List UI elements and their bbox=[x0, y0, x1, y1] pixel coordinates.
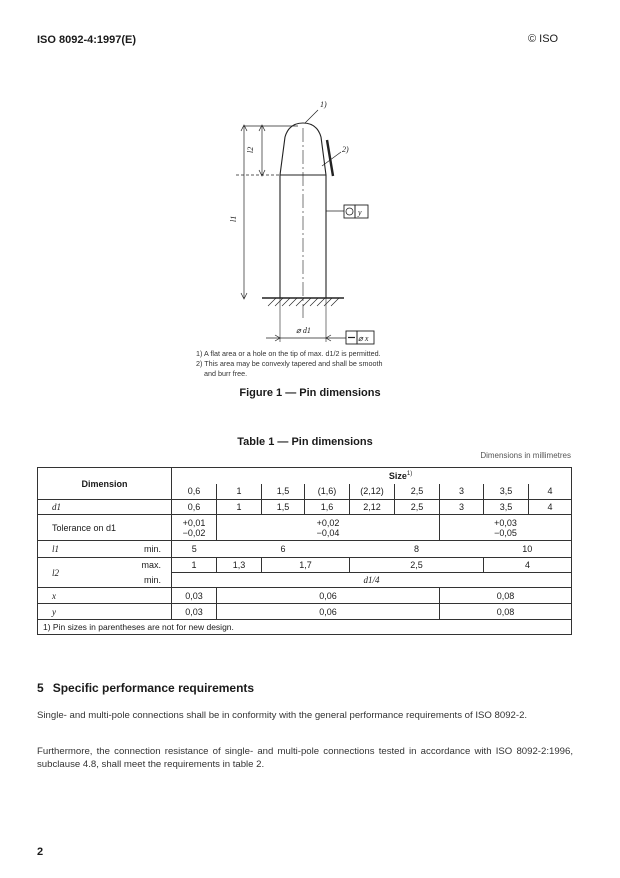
x-label: x bbox=[38, 588, 172, 604]
l2-min-qualifier: min. bbox=[135, 573, 172, 588]
tolerance-lower: −0,02 bbox=[182, 527, 206, 538]
callout1-leader bbox=[305, 110, 318, 123]
callout2-label: 2) bbox=[342, 145, 349, 154]
header-dimension: Dimension bbox=[38, 468, 172, 500]
size-cell: 3,5 bbox=[484, 484, 529, 500]
d1-cell: 1,6 bbox=[305, 500, 350, 515]
body-paragraph: Furthermore, the connection resistance of single- and multi-pole connections tested in accordance with ISO 8092-2:1996, subclause 4.8, shall meet the requirements in table 2. bbox=[37, 746, 573, 770]
d1-label: d1 bbox=[38, 500, 172, 515]
figure-note: 2) This area may be convexly tapered and shall be smooth bbox=[196, 359, 383, 368]
diameter-label: ⌀ d1 bbox=[296, 326, 311, 335]
tapered-area-marker bbox=[327, 140, 333, 176]
d1-cell: 1,5 bbox=[262, 500, 305, 515]
d1-row bbox=[38, 500, 572, 515]
figure-caption: Figure 1 — Pin dimensions bbox=[239, 387, 381, 399]
figure-note: and burr free. bbox=[204, 369, 248, 378]
l1-cell: 10 bbox=[484, 541, 572, 558]
tolerance-lower: −0,04 bbox=[316, 527, 340, 538]
tolerance-cell bbox=[217, 515, 440, 541]
size-cell: 2,5 bbox=[395, 484, 440, 500]
l2-max-cell: 1,3 bbox=[217, 558, 262, 573]
tolerance-cell bbox=[172, 515, 217, 541]
l2-label: l2 bbox=[246, 146, 255, 153]
tolerance-y-label: y bbox=[358, 208, 362, 217]
units-note: Dimensions in millimetres bbox=[480, 451, 571, 460]
callout1-label: 1) bbox=[320, 100, 327, 109]
document-id: ISO 8092-4:1997(E) bbox=[37, 34, 137, 46]
y-cell: 0,08 bbox=[440, 604, 572, 620]
size-cell: 4 bbox=[529, 484, 572, 500]
section-number: 5 bbox=[37, 681, 44, 695]
size-cell: 0,6 bbox=[172, 484, 217, 500]
y-cell: 0,03 bbox=[185, 606, 203, 617]
l1-label: l1 bbox=[38, 541, 135, 558]
d1-cell: 2,12 bbox=[350, 500, 395, 515]
tolerance-label: Tolerance on d1 bbox=[38, 515, 172, 541]
size-cell: 1,5 bbox=[262, 484, 305, 500]
l2-max-cell: 2,5 bbox=[350, 558, 484, 573]
figure-note: 1) A flat area or a hole on the tip of max. d1/2 is permitted. bbox=[196, 349, 381, 358]
l2-max-qualifier: max. bbox=[135, 558, 172, 573]
d1-cell: 3,5 bbox=[484, 500, 529, 515]
x-cell: 0,08 bbox=[440, 588, 572, 604]
d1-cell: 3 bbox=[440, 500, 484, 515]
pin-dimension-drawing bbox=[0, 0, 620, 400]
size-cell: 1 bbox=[217, 484, 262, 500]
section-title: Specific performance requirements bbox=[52, 681, 255, 695]
tolerance-row bbox=[38, 515, 572, 541]
l2-max-row bbox=[38, 558, 572, 573]
d1-cell: 4 bbox=[529, 500, 572, 515]
x-row bbox=[38, 588, 572, 604]
d1-cell: 1 bbox=[217, 500, 262, 515]
circularity-icon bbox=[346, 208, 353, 215]
copyright-notice: © ISO bbox=[528, 33, 559, 45]
table-footnote: 1) Pin sizes in parentheses are not for new design. bbox=[38, 620, 572, 635]
l2-max-cell: 4 bbox=[484, 558, 572, 573]
footnote-row bbox=[38, 620, 572, 635]
tolerance-cell bbox=[440, 515, 572, 541]
l1-qualifier: min. bbox=[135, 541, 172, 558]
x-cell: 0,03 bbox=[172, 588, 217, 604]
l1-cell: 5 bbox=[172, 541, 217, 558]
body-paragraph: Single- and multi-pole connections shall be in conformity with the general performance requirements of ISO 8092-2. bbox=[37, 710, 528, 721]
header-size-text: Size bbox=[388, 470, 407, 481]
table-header-row bbox=[38, 468, 572, 484]
l1-row bbox=[38, 541, 572, 558]
table-title: Table 1 — Pin dimensions bbox=[237, 436, 373, 448]
figure-notes bbox=[196, 349, 382, 379]
l1-cell: 8 bbox=[350, 541, 484, 558]
y-label: y bbox=[38, 604, 172, 620]
l2-max-cell: 1,7 bbox=[262, 558, 350, 573]
l1-cell: 6 bbox=[217, 541, 350, 558]
page-number: 2 bbox=[37, 846, 44, 858]
y-cell: 0,06 bbox=[217, 604, 440, 620]
size-cell: (2,12) bbox=[350, 484, 395, 500]
tolerance-x-label: ⌀ x bbox=[358, 334, 369, 343]
l2-min-cell: d1/4 bbox=[172, 573, 572, 588]
l2-max-cell: 1 bbox=[191, 560, 197, 570]
tolerance-lower: −0,05 bbox=[494, 527, 517, 538]
tolerance-upper: +0,02 bbox=[316, 517, 340, 528]
size-cell: (1,6) bbox=[305, 484, 350, 500]
d1-cell: 0,6 bbox=[172, 500, 217, 515]
size-cell: 3 bbox=[440, 484, 484, 500]
section-heading bbox=[37, 681, 254, 695]
l1-label: l1 bbox=[229, 215, 238, 222]
pin-dimensions-table bbox=[37, 467, 572, 635]
header-size bbox=[172, 468, 572, 484]
tolerance-upper: +0,01 bbox=[182, 517, 206, 528]
l2-label: l2 bbox=[38, 558, 135, 588]
y-row bbox=[38, 604, 572, 620]
header-size-footnote-ref: 1) bbox=[406, 470, 413, 477]
d1-cell: 2,5 bbox=[395, 500, 440, 515]
base-hatching bbox=[268, 298, 339, 306]
x-cell: 0,06 bbox=[217, 588, 440, 604]
tolerance-upper: +0,03 bbox=[494, 517, 517, 528]
